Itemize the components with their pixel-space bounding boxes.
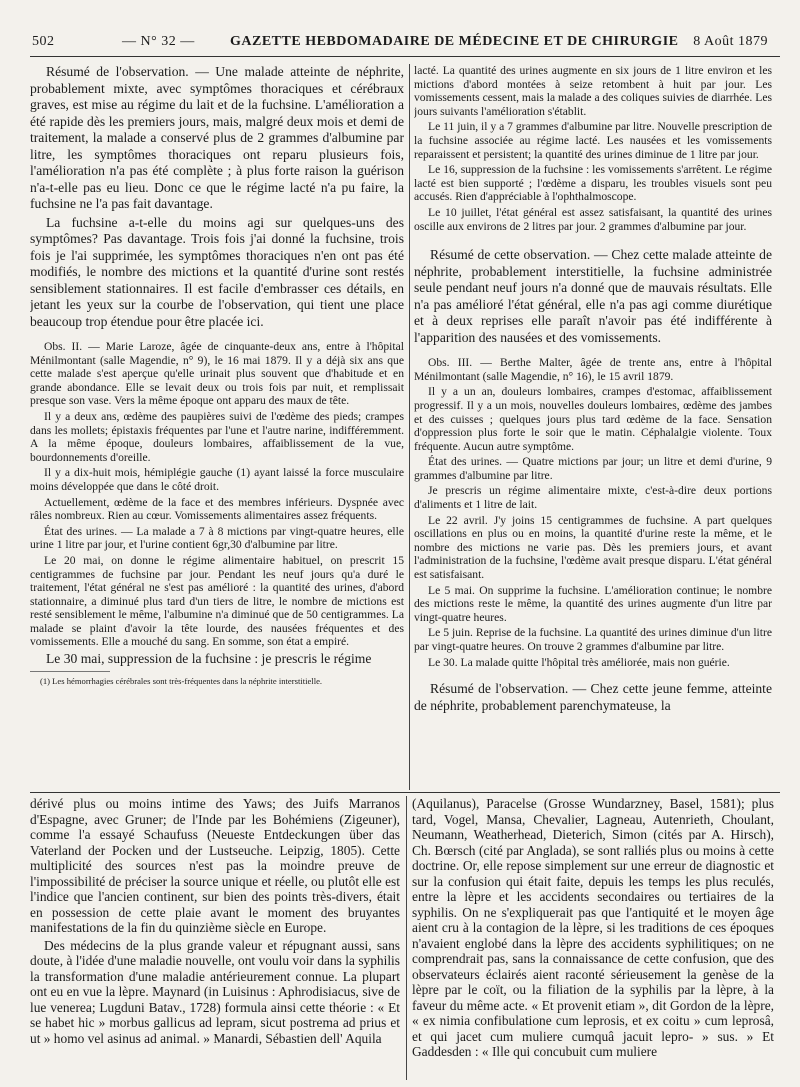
obs2-june-11: Le 11 juin, il y a 7 grammes d'albumine par litre. Nouvelle prescription de la fuchsine associée au régime lacté. Les nausées et les vomissements reparaissent et persistent; la quantité des urines diminue de 1 litre par jour. (414, 120, 772, 161)
lower-left-column (30, 796, 400, 1076)
observation-2-intro: Obs. II. — Marie Laroze, âgée de cinquante-deux ans, entre à l'hôpital Ménilmontant (salle Magendie, n° 9), le 16 mai 1879. Il y a déjà six ans que cette malade s'est aperçue qu'elle urinait plus souvent que d'habitude et en grande abondance. Elle se levait deux ou trois fois par nuit, et remplissait presque son vase. Vers la même époque ont apparu des maux de tête. (30, 340, 404, 408)
observation-3-intro: Obs. III. — Berthe Malter, âgée de trente ans, entre à l'hôpital Ménilmontant (salle Magendie, n° 16), le 15 avril 1879. (414, 356, 772, 383)
summary-observation-2: Résumé de cette observation. — Chez cette malade atteinte de néphrite, probablement interstitielle, la fuchsine administrée seule pendant neuf jours n'a donné que de mauvais résultats. Elle n'a pas amélioré l'état général, elle n'a pas agi comme diurétique et à deux reprises elle paraît n'avoir pas été indifférente à l'apparition des nausées et des vomissements. (414, 247, 772, 345)
left-column (30, 64, 404, 792)
page-header (30, 28, 780, 57)
observation-3-june-30: Le 30. La malade quitte l'hôpital très améliorée, mais non guérie. (428, 655, 730, 669)
footnote-rule (30, 671, 110, 672)
lower-column-divider (406, 796, 407, 1080)
observation-2-urines: État des urines. — La malade a 7 à 8 mictions par vingt-quatre heures, elle urine 1 litre par jour, et l'urine contient 6gr,30 d'albumine par litre. (30, 524, 404, 552)
observation-3-diet: Je prescris un régime alimentaire mixte, c'est-à-dire deux portions d'aliments et 1 litre de lait. (414, 484, 772, 512)
right-column (414, 64, 772, 792)
journal-title: GAZETTE HEBDOMADAIRE DE MÉDECINE ET DE CHIRURGIE (230, 34, 679, 49)
leprosy-theory-paragraph: Des médecins de la plus grande valeur et répugnant aussi, sans doute, à l'idée d'une maladie nouvelle, ont voulu voir dans la syphilis la transformation d'une maladie antérieurement connue. La plupart ont eu en vue la lèpre. Maynard (in Luisinus : Aphrodisiacus, sive de lue venerea; Lugduni Batav., 1728) formula ainsi cette théorie : « Et se habet hic » morbus gallicus ad lepram, sicut postrema ad prius et ut » homo vel asinus ad animal. » Manardi, Sébastien dell' Aquila (30, 937, 400, 1046)
lower-right-column (412, 796, 774, 1076)
observation-3-urines: État des urines. — Quatre mictions par jour; un litre et demi d'urine, 9 grammes d'albumine par litre. (414, 455, 772, 482)
summary-paragraph: Résumé de l'observation. — Une malade atteinte de néphrite, probablement mixte, avec symptômes thoraciques et cérébraux graves, est mise au régime du lait et de la fuchsine. L'amélioration a été rapide dès les premiers jours, mais, malgré deux mois et demi de traitement, la malade a conservé plus de 2 grammes d'albumine par litre, les symptômes thoraciques ont reparu plusieurs fois, l'amélioration n'a pas été complète ; à plus forte raison la guérison n'a-t-elle pas eu lieu. Donc ce que le régime lacté n'a pu faire, la fuchsine ne l'a pas fait davantage. (30, 64, 404, 211)
observation-2-may-30: Le 30 mai, suppression de la fuchsine : je prescris le régime (46, 651, 372, 667)
observation-3-history: Il y a un an, douleurs lombaires, crampes d'estomac, affaiblissement progressif. Il y a un mois, nouvelles douleurs lombaires, œdème des jambes et des cuisses ; quelques jours plus tard œdème de la face. Sensation d'oppression plus forte le soir que le matin. Céphalalgie violente. Toux fréquente. Aucun autre symptôme. (414, 385, 772, 453)
observation-3-april-22: Le 22 avril. J'y joins 15 centigrammes de fuchsine. A part quelques oscillations en plus ou en moins, la quantité d'urine reste la même, et le nombre des mictions ne varie pas. Dès les premiers jours, et avant l'administration de la fuchsine, l'œdème avait presque disparu. L'état général est satisfaisant. (414, 513, 772, 582)
footnote: (1) Les hémorrhagies cérébrales sont très-fréquentes dans la néphrite interstitielle. (40, 675, 323, 686)
observation-2-may-20: Le 20 mai, on donne le régime alimentaire habituel, on prescrit 15 centigrammes de fuchsine par jour. Pendant les neuf jours qu'a duré le traitement, l'état général ne s'est pas amélioré : la quantité des urines, d'abord stationnaire, a diminué plus tard d'un tiers de litre, le nombre de mictions est resté sensiblement le même, l'albumine n'a diminué que de 50 centigrammes. La malade se plaint d'avoir la tête lourde, des nausées fréquentes et des vomissements. Elle a mouché du sang. En somme, son état a empiré. (30, 553, 404, 649)
column-divider (409, 64, 410, 790)
obs2-june-16: Le 16, suppression de la fuchsine : les vomissements s'arrêtent. Le régime lacté est bien supporté ; l'œdème a disparu, les troubles visuels sont peu accusés. Rien d'appréciable à l'ophthalmoscope. (414, 163, 772, 204)
syphilis-origins-paragraph: dérivé plus ou moins intime des Yaws; des Juifs Marranos d'Espagne, avec Gruner; de l'Inde par les Bohémiens (Zigeuner), comme l'a essayé Schaufuss (Neueste Entdeckungen über das Vaterland der Pocken und der Lustseuche. Leipzig, 1805). Cette multiplicité des sources n'est pas la moindre preuve de l'impossibilité de préciser la source unique et réelle, ou plutôt elle est l'indice que l'ancien continent, sur bien des points très-divers, était en possession de cette plaie avant le moment des bruyantes manifestations de la fin du quinzième siècle en Europe. (30, 796, 400, 935)
obs2-july-10: Le 10 juillet, l'état général est assez satisfaisant, la quantité des urines oscille aux environs de 2 litres par jour. 2 grammes d'albumine par jour. (414, 205, 772, 233)
observation-3-june-5: Le 5 juin. Reprise de la fuchsine. La quantité des urines diminue d'un litre par vingt-quatre heures. On trouve 2 grammes d'albumine par litre. (414, 626, 772, 653)
section-divider (30, 792, 780, 793)
observation-2-history: Il y a deux ans, œdème des paupières suivi de l'œdème des pieds; crampes dans les mollets; épistaxis fréquentes par l'une et l'autre narine, indifféremment. A la même époque, douleurs lombaires, affaiblissement de la vue, bourdonnements d'oreille. (30, 409, 404, 464)
summary-observation-3: Résumé de l'observation. — Chez cette jeune femme, atteinte de néphrite, probablement parenchymateuse, la (414, 681, 772, 713)
leprosy-confusion-paragraph: (Aquilanus), Paracelse (Grosse Wundarzney, Basel, 1581); plus tard, Vogel, Mansa, Chevalier, Lagneau, Autenrieth, Choulant, Neumann, Weatherhead, Dieterich, Simon (cités par A. Hirsch), Ch. Bœrsch (cité par Anglada), se sont ralliés plus ou moins à cette doctrine. Or, elle repose simplement sur une erreur de diagnostic et sur la confusion qui était faite, depuis les temps les plus reculés, entre la lèpre et les accidents secondaires ou tertiaires de la syphilis. On ne s'expliquerait pas que l'antiquité et le moyen âge aient cru à la contagion de la lèpre, si les traditions de ces époques n'avaient englobé dans la lèpre des accidents syphilitiques; on ne comprendrait pas, sans la connaissance de cette confusion, que des observateurs éclairés aient raconté sérieusement la genèse de la lèpre par le coït, ou la filiation de la syphilis par la lèpre, à la faveur du même acte. « Et provenit etiam », dit Gordon de la lèpre, « ex nimia confibulatione cum leprosis, et ex coitu » cum leprosâ, et qui jacet cum muliere cumquâ jacuit lepro- » sus. » Et Gaddesden : « Ille qui concubuit cum muliere (412, 796, 774, 1059)
issue-date: 8 Août 1879 (693, 34, 768, 49)
observation-3-may-5: Le 5 mai. On supprime la fuchsine. L'amélioration continue; le nombre des mictions reste le même, la quantité des urines augmente d'un litre par vingt-quatre heures. (414, 583, 772, 624)
observation-2-hemiplegia: Il y a dix-huit mois, hémiplégie gauche (1) ayant laissé la force musculaire moins développée que dans le côté droit. (30, 466, 404, 493)
page-number: 502 (32, 34, 55, 49)
discussion-paragraph: La fuchsine a-t-elle du moins agi sur quelques-uns des symptômes? Pas davantage. Trois fois j'ai donné la fuchsine, trois fois je l'ai supprimée, les symptômes thoraciques n'en ont pas été modifiés, le nombre des mictions et la quantité d'urine sont restés sensiblement stationnaires. Il est facile d'embrasser ces détails, en jetant les yeux sur la courbe de l'observation, qui tient une place beaucoup trop étendue pour être placée ici. (30, 214, 404, 329)
observation-2-current: Actuellement, œdème de la face et des membres inférieurs. Dyspnée avec râles nombreux. Rien au cœur. Vomissements alimentaires assez fréquents. (30, 495, 404, 523)
issue-number: — N° 32 — (122, 34, 195, 49)
obs2-continued: lacté. La quantité des urines augmente en six jours de 1 litre environ et les mictions d'abord montées à seize retombent à huit par jour. Les vomissements cessent, mais la malade a des coliques suivies de diarrhée. Les jours suivants l'amélioration s'établit. (414, 64, 772, 118)
